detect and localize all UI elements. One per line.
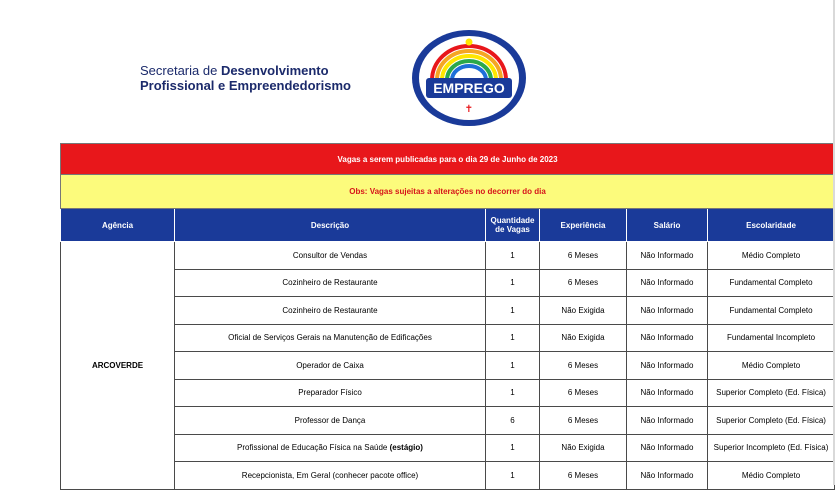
table-row — [61, 297, 835, 325]
description-text: Professor de Dança — [294, 415, 366, 425]
col-header-education: Escolaridade — [708, 209, 835, 242]
education-cell: Médio Completo — [708, 352, 835, 380]
notice-banner-row — [61, 175, 835, 209]
experience-cell: 6 Meses — [540, 352, 627, 380]
quantity-cell: 1 — [486, 324, 540, 352]
education-cell: Superior Completo (Ed. Física) — [708, 379, 835, 407]
salary-cell: Não Informado — [627, 324, 708, 352]
description-text: Recepcionista, Em Geral (conhecer pacote office) — [241, 470, 419, 480]
description-text: Operador de Caixa — [296, 360, 364, 370]
description-cell — [175, 352, 486, 380]
col-header-quantity-line2: de Vagas — [495, 225, 530, 234]
education-cell: Médio Completo — [708, 462, 835, 490]
description-bold-text: (estágio) — [389, 443, 423, 453]
experience-cell: 6 Meses — [540, 407, 627, 435]
title-banner-row — [61, 144, 835, 175]
description-text: Oficial de Serviços Gerais na Manutenção de Edificações — [228, 333, 432, 343]
page-header — [0, 0, 835, 143]
description-text: Consultor de Vendas — [292, 250, 368, 260]
quantity-cell: 1 — [486, 297, 540, 325]
experience-cell: 6 Meses — [540, 462, 627, 490]
secretaria-line1-bold: Desenvolvimento — [220, 63, 329, 78]
quantity-cell: 1 — [486, 269, 540, 297]
table-row — [61, 407, 835, 435]
description-cell — [175, 297, 486, 325]
experience-cell: Não Exigida — [540, 324, 627, 352]
col-header-agency: Agência — [61, 209, 175, 242]
quantity-cell: 6 — [486, 407, 540, 435]
col-header-quantity — [486, 209, 540, 242]
secretaria-line1-prefix: Secretaria de — [140, 63, 221, 78]
quantity-cell: 1 — [486, 434, 540, 462]
col-header-experience: Experiência — [540, 209, 627, 242]
table-row — [61, 379, 835, 407]
salary-cell: Não Informado — [627, 352, 708, 380]
education-cell: Superior Completo (Ed. Física) — [708, 407, 835, 435]
description-cell — [175, 324, 486, 352]
table-row — [61, 242, 835, 270]
salary-cell: Não Informado — [627, 297, 708, 325]
experience-cell: 6 Meses — [540, 269, 627, 297]
education-cell: Médio Completo — [708, 242, 835, 270]
experience-cell: 6 Meses — [540, 379, 627, 407]
salary-cell: Não Informado — [627, 269, 708, 297]
logo-cross-icon: ✝ — [464, 104, 474, 115]
description-text: Cozinheiro de Restaurante — [282, 278, 378, 288]
quantity-cell: 1 — [486, 462, 540, 490]
table-row — [61, 352, 835, 380]
secretaria-line2: Profissional e Empreendedorismo — [140, 78, 351, 93]
vacancies-sheet — [60, 143, 834, 490]
education-cell: Fundamental Completo — [708, 269, 835, 297]
education-cell: Fundamental Incompleto — [708, 324, 835, 352]
agency-cell: ARCOVERDE — [61, 242, 175, 490]
salary-cell: Não Informado — [627, 379, 708, 407]
secretaria-title — [140, 63, 440, 93]
experience-cell: 6 Meses — [540, 242, 627, 270]
col-header-description: Descrição — [175, 209, 486, 242]
col-header-salary: Salário — [627, 209, 708, 242]
table-row — [61, 324, 835, 352]
table-row — [61, 269, 835, 297]
salary-cell: Não Informado — [627, 407, 708, 435]
description-cell — [175, 242, 486, 270]
col-header-quantity-line1: Quantidade — [490, 216, 535, 225]
experience-cell: Não Exigida — [540, 297, 627, 325]
emprego-logo-icon — [410, 28, 528, 128]
salary-cell: Não Informado — [627, 242, 708, 270]
education-cell: Superior Incompleto (Ed. Física) — [708, 434, 835, 462]
description-text: Preparador Físico — [298, 388, 362, 398]
quantity-cell: 1 — [486, 352, 540, 380]
education-cell: Fundamental Completo — [708, 297, 835, 325]
quantity-cell: 1 — [486, 242, 540, 270]
experience-cell: Não Exigida — [540, 434, 627, 462]
salary-cell: Não Informado — [627, 462, 708, 490]
notice-banner: Obs: Vagas sujeitas a alterações no decorrer do dia — [61, 175, 835, 209]
description-cell — [175, 434, 486, 462]
quantity-cell: 1 — [486, 379, 540, 407]
description-text: Cozinheiro de Restaurante — [282, 305, 378, 315]
description-cell — [175, 269, 486, 297]
vacancies-table — [60, 143, 835, 490]
description-cell — [175, 407, 486, 435]
logo-text: EMPREGO — [433, 80, 505, 96]
table-row — [61, 434, 835, 462]
column-header-row — [61, 209, 835, 242]
description-text: Profissional de Educação Física na Saúde — [237, 443, 390, 453]
description-cell — [175, 379, 486, 407]
title-banner: Vagas a serem publicadas para o dia 29 de Junho de 2023 — [61, 144, 835, 175]
salary-cell: Não Informado — [627, 434, 708, 462]
